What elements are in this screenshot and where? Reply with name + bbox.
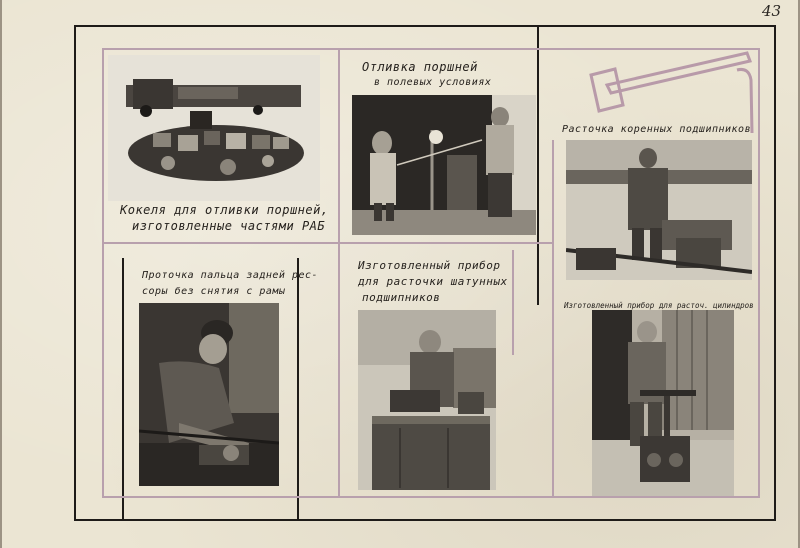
guide-v5: [512, 250, 514, 355]
caption-boring-main-line1: Расточка коренных подшипников: [562, 124, 752, 135]
photo-boring-main: [566, 140, 752, 280]
caption-pin-turning-line1: Проточка пальца задней рес-: [142, 270, 319, 281]
page-number: 43: [762, 2, 782, 20]
frame-right: [774, 25, 776, 521]
guide-h3: [102, 496, 760, 498]
caption-molds: [120, 202, 329, 234]
album-page: [2, 0, 798, 548]
caption-cylinder-tool-line1: Изготовленный прибор для расточ. цилиндров: [564, 301, 754, 310]
photo-conrod-tool: [358, 310, 496, 490]
photo-cylinder-tool: [592, 310, 734, 496]
caption-conrod-tool: [358, 258, 508, 306]
photo-molds: [108, 55, 320, 201]
frame-divider-left: [122, 258, 124, 519]
caption-molds-line2: изготовленные частями РАБ: [132, 219, 326, 233]
frame-divider-mid: [537, 25, 539, 305]
guide-v3: [552, 140, 554, 498]
caption-molds-line1: Кокеля для отливки поршней,: [120, 203, 329, 217]
caption-pin-turning: [142, 268, 318, 300]
photo-pin-turning: [139, 303, 279, 486]
photo-casting: [352, 95, 536, 235]
frame-left: [74, 25, 76, 521]
frame-bottom: [74, 519, 776, 521]
guide-h2: [102, 242, 552, 244]
caption-casting-line2: в полевых условиях: [374, 77, 492, 88]
caption-conrod-tool-line2: для расточки шатунных: [358, 275, 508, 288]
caption-conrod-tool-line1: Изготовленный прибор: [358, 259, 501, 272]
caption-casting: [362, 60, 491, 90]
caption-conrod-tool-line3: подшипников: [362, 291, 441, 304]
guide-v1: [102, 48, 104, 498]
guide-v2: [338, 48, 340, 498]
caption-boring-main: [562, 122, 751, 138]
caption-casting-line1: Отливка поршней: [362, 60, 478, 74]
caption-pin-turning-line2: соры без снятия с рамы: [142, 286, 286, 297]
frame-top: [74, 25, 776, 27]
